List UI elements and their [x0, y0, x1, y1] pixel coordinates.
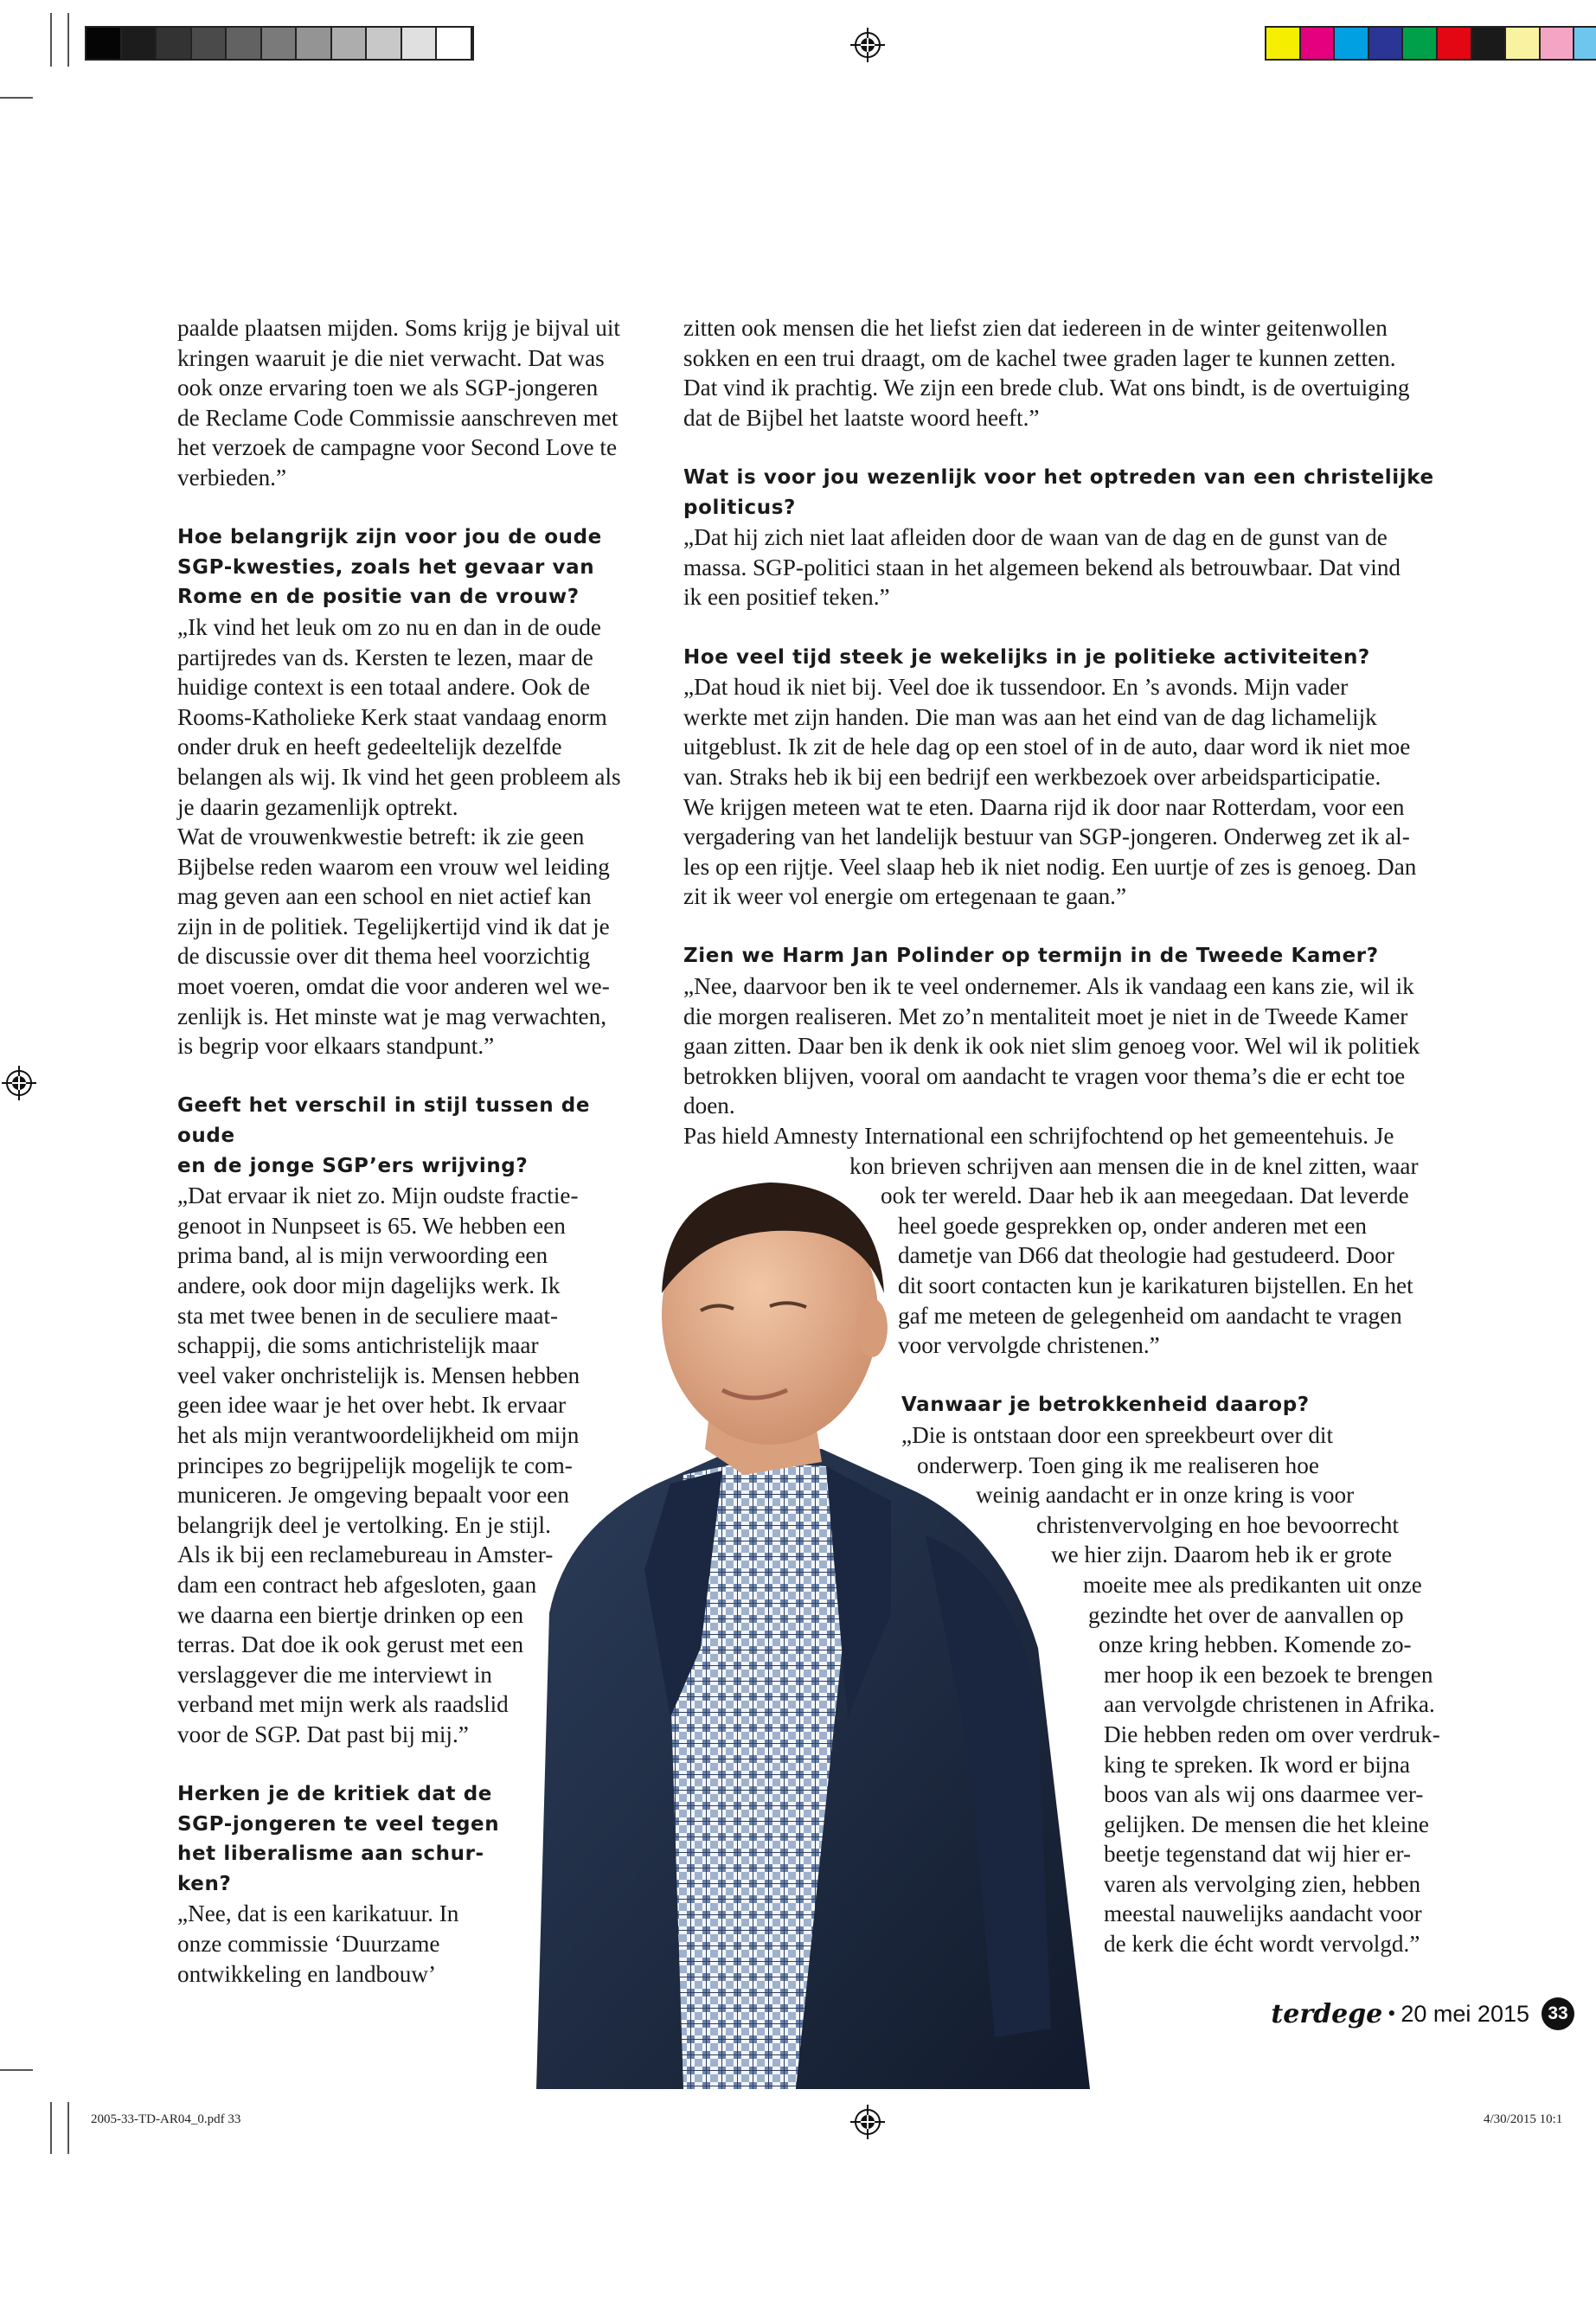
text-line: weinig aandacht er in onze kring is voor: [976, 1482, 1355, 1509]
text-line: Als ik bij een reclamebureau in Amster-: [177, 1541, 554, 1568]
body-paragraph: [683, 672, 1481, 912]
text-line: terras. Dat doe ik ook gerust met een: [177, 1631, 524, 1658]
text-line: principes zo begrijpelijk mogelijk te com-: [177, 1452, 573, 1478]
text-line: Die hebben reden om over verdruk-: [1104, 1721, 1440, 1747]
registration-mark-icon: [850, 2105, 885, 2139]
text-line: sta met twee benen in de seculiere maat-: [177, 1302, 559, 1329]
text-line: Vanwaar je betrokkenheid daarop?: [901, 1394, 1310, 1417]
text-line: gezindte het over de aanvallen op: [1088, 1601, 1404, 1628]
interview-question: [683, 463, 1481, 522]
interview-question: [683, 643, 1481, 673]
text-line: „Nee, dat is een karikatuur. In: [177, 1900, 459, 1927]
text-line: kon brieven schrijven aan mensen die in de knel zitten, waar: [849, 1152, 1419, 1179]
text-line: het verzoek de campagne voor Second Love te: [177, 434, 618, 461]
text-line: „Nee, daarvoor ben ik te veel ondernemer. Als ik vandaag een kans zie, wil ik: [683, 973, 1414, 1000]
text-line: politicus?: [683, 496, 796, 519]
text-line: geen idee waar je het over hebt. Ik ervaar: [177, 1392, 567, 1419]
text-line: onderwerp. Toen ging ik me realiseren hoe: [917, 1452, 1319, 1478]
text-line: dametje van D66 dat theologie had gestudeerd. Door: [898, 1242, 1394, 1269]
text-line: ook ter wereld. Daar heb ik aan meegedaan. Dat leverde: [881, 1183, 1409, 1209]
text-line: Zien we Harm Jan Polinder op termijn in de Tweede Kamer?: [683, 945, 1379, 968]
text-line: veel vaker onchristelijk is. Mensen hebben: [177, 1362, 580, 1388]
text-line: „Die is ontstaan door een spreekbeurt over dit: [901, 1421, 1334, 1448]
registration-mark-icon: [2, 1066, 36, 1100]
text-line: Hoe veel tijd steek je wekelijks in je politieke activiteiten?: [683, 645, 1370, 669]
color-swatch: [1541, 28, 1575, 59]
text-line: onder druk en heeft gedeeltelijk dezelfde: [177, 734, 562, 760]
text-line: Herken je de kritiek dat de: [177, 1783, 492, 1806]
text-line: gaf me meteen de gelegenheid om aandacht te vragen: [898, 1302, 1402, 1329]
text-line: de Reclame Code Commissie aanschreven met: [177, 404, 619, 431]
text-line: Dat vind ik prachtig. We zijn een brede club. Wat ons bindt, is de overtuiging: [683, 375, 1410, 401]
text-line: ken?: [177, 1872, 232, 1895]
text-line: uitgeblust. Ik zit de hele dag op een stoel of in de auto, daar word ik niet moe: [683, 734, 1411, 760]
text-line: en de jonge SGP’ers wrijving?: [177, 1154, 529, 1177]
text-line: schappij, die soms antichristelijk maar: [177, 1332, 539, 1359]
text-line: ook onze ervaring toen we als SGP-jongeren: [177, 375, 599, 401]
color-swatch: [1574, 28, 1596, 59]
text-line: aan vervolgde christenen in Afrika.: [1104, 1691, 1435, 1718]
color-swatch: [122, 28, 157, 59]
color-swatch: [1506, 28, 1541, 59]
text-line: municeren. Je omgeving bepaalt voor een: [177, 1482, 569, 1509]
body-paragraph: [177, 1181, 649, 1749]
text-line: partijredes van ds. Kersten te lezen, maar de: [177, 644, 593, 670]
text-line: christenvervolging en hoe bevoorrecht: [1036, 1511, 1399, 1538]
registration-mark-icon: [850, 28, 885, 62]
text-line: SGP-kwesties, zoals het gevaar van: [177, 555, 595, 579]
color-swatch: [1369, 28, 1404, 59]
text-line: heel goede gesprekken op, onder anderen met een: [898, 1212, 1367, 1239]
text-line: boos van als wij ons daarmee ver-: [1104, 1781, 1424, 1808]
issue-date: 20 mei 2015: [1401, 2000, 1529, 2027]
interview-question: [177, 1091, 649, 1181]
text-line: massa. SGP-politici staan in het algemeen bekend als betrouwbaar. Dat vind: [683, 554, 1401, 580]
interview-question: [177, 522, 649, 612]
text-line: het als mijn verantwoordelijkheid om mijn: [177, 1421, 580, 1448]
color-swatch: [1403, 28, 1438, 59]
color-swatch: [87, 28, 122, 59]
page-number: 33: [1542, 1997, 1574, 2030]
color-swatch: [192, 28, 228, 59]
text-line: king te spreken. Ik word er bijna: [1104, 1751, 1411, 1778]
text-line: het liberalisme aan schur-: [177, 1843, 484, 1866]
magazine-logo: terdege: [1271, 1998, 1383, 2029]
color-swatch: [297, 28, 332, 59]
text-line: We krijgen meteen wat te eten. Daarna rijd ik door naar Rotterdam, voor een: [683, 793, 1405, 820]
text-line: zijn in de politiek. Tegelijkertijd vind ik dat je: [177, 913, 610, 939]
text-line: beetje tegenstand dat wij hier er-: [1104, 1841, 1412, 1868]
color-swatch: [1335, 28, 1369, 59]
text-line: onze kring hebben. Komende zo-: [1099, 1631, 1412, 1658]
text-line: SGP-jongeren te veel tegen: [177, 1812, 500, 1836]
crop-mark: [50, 13, 52, 67]
text-line: verband met mijn werk als raadslid: [177, 1691, 509, 1718]
text-line: „Ik vind het leuk om zo nu en dan in de oude: [177, 613, 601, 640]
text-line: varen als vervolging zien, hebben: [1104, 1870, 1421, 1897]
print-slug-filename: 2005-33-TD-AR04_0.pdf 33: [91, 2112, 241, 2126]
text-line: Hoe belangrijk zijn voor jou de oude: [177, 526, 602, 549]
crop-mark: [67, 13, 69, 67]
text-line: we daarna een biertje drinken op een: [177, 1601, 524, 1628]
color-swatch: [402, 28, 438, 59]
text-line: onze commissie ‘Duurzame: [177, 1931, 440, 1958]
text-line: de kerk die écht wordt vervolgd.”: [1104, 1931, 1420, 1958]
text-line: meestal nauwelijks aandacht voor: [1104, 1900, 1422, 1927]
text-line: we hier zijn. Daarom heb ik er grote: [1051, 1541, 1393, 1568]
text-line: mer hoop ik een bezoek te brengen: [1104, 1661, 1433, 1688]
text-line: „Dat houd ik niet bij. Veel doe ik tussendoor. En ’s avonds. Mijn vader: [683, 674, 1349, 701]
text-line: is begrip voor elkaars standpunt.”: [177, 1033, 495, 1060]
article-column-right: [683, 313, 1481, 2079]
color-swatch: [1472, 28, 1507, 59]
text-line: prima band, al is mijn verwoording een: [177, 1242, 548, 1269]
body-paragraph: [683, 522, 1481, 612]
text-line: dat de Bijbel het laatste woord heeft.”: [683, 404, 1040, 431]
color-calibration-bar: [1265, 26, 1596, 61]
text-line: gaan zitten. Daar ben ik denk ik ook niet slim genoeg voor. Wel wil ik politiek: [683, 1033, 1420, 1060]
text-line: zitten ook mensen die het liefst zien dat iedereen in de winter geitenwollen: [683, 315, 1388, 341]
text-line: mag geven aan een school en niet actief kan: [177, 883, 592, 910]
footer-separator: •: [1388, 2001, 1396, 2026]
crop-mark: [0, 97, 33, 99]
text-line: dam een contract heb afgesloten, gaan: [177, 1571, 537, 1598]
text-line: les op een rijtje. Veel slaap heb ik niet nodig. Een uurtje of zes is genoeg. Dan: [683, 853, 1417, 880]
text-line: Pas hield Amnesty International een schrijfochtend op het gemeentehuis. Je: [683, 1123, 1394, 1150]
article-column-left: [177, 313, 649, 1989]
color-swatch: [367, 28, 402, 59]
body-paragraph: [177, 313, 649, 493]
text-line: Wat de vrouwenkwestie betreft: ik zie geen: [177, 824, 585, 850]
text-line: belangrijk deel je vertolking. En je stijl.: [177, 1511, 551, 1538]
text-line: voor de SGP. Dat past bij mij.”: [177, 1721, 469, 1747]
crop-mark: [0, 2069, 33, 2071]
text-line: paalde plaatsen mijden. Soms krijg je bijval uit: [177, 315, 620, 341]
text-line: je daarin gezamenlijk optrekt.: [177, 793, 458, 820]
text-line: ik een positief teken.”: [683, 584, 890, 611]
text-line: verbieden.”: [177, 464, 287, 490]
wrap-around-photo: [683, 971, 1481, 1959]
text-line: Rome en de positie van de vrouw?: [177, 586, 580, 609]
text-line: ontwikkeling en landbouw’: [177, 1960, 437, 1987]
interview-question: [177, 1779, 649, 1899]
text-line: die morgen realiseren. Met zo’n mentaliteit moet je niet in de Tweede Kamer: [683, 1003, 1408, 1029]
text-line: zenlijk is. Het minste wat je mag verwachten,: [177, 1003, 607, 1029]
text-line: genoot in Nunpseet is 65. We hebben een: [177, 1212, 566, 1239]
text-line: moet voeren, omdat die voor anderen wel we-: [177, 973, 610, 1000]
interview-question: [683, 941, 1481, 971]
text-line: betrokken blijven, vooral om aandacht te vragen voor thema’s die er echt toe: [683, 1062, 1406, 1089]
color-swatch: [332, 28, 368, 59]
text-line: de discussie over dit thema heel voorzichtig: [177, 943, 591, 970]
color-swatch: [1438, 28, 1472, 59]
text-line: doen.: [683, 1093, 735, 1119]
text-line: zit ik weer vol energie om ertegenaan te gaan.”: [683, 883, 1127, 910]
text-line: gelijken. De mensen die het kleine: [1104, 1811, 1429, 1837]
text-line: vergadering van het landelijk bestuur van SGP-jongeren. Onderweg zet ik al-: [683, 824, 1410, 850]
text-line: Geeft het verschil in stijl tussen de oude: [177, 1094, 591, 1148]
body-paragraph: [177, 612, 649, 1061]
color-swatch: [437, 28, 472, 59]
text-line: huidige context is een totaal andere. Ook de: [177, 674, 591, 701]
page-footer: [1246, 1997, 1574, 2031]
text-line: „Dat hij zich niet laat afleiden door de waan van de dag en de gunst van de: [683, 524, 1388, 551]
color-swatch: [227, 28, 262, 59]
body-paragraph: [177, 1899, 649, 1989]
text-line: sokken en een trui draagt, om de kachel twee graden lager te kunnen zetten.: [683, 344, 1396, 371]
text-line: moeite mee als predikanten uit onze: [1083, 1571, 1422, 1598]
print-slug-timestamp: 4/30/2015 10:1: [1484, 2112, 1563, 2126]
text-line: Bijbelse reden waarom een vrouw wel leiding: [177, 853, 610, 880]
text-line: andere, ook door mijn dagelijks werk. Ik: [177, 1272, 561, 1298]
text-line: voor vervolgde christenen.”: [898, 1332, 1160, 1359]
text-line: belangen als wij. Ik vind het geen probleem als: [177, 763, 621, 790]
text-line: dit soort contacten kun je karikaturen bijstellen. En het: [898, 1272, 1413, 1298]
text-line: Wat is voor jou wezenlijk voor het optreden van een christelijke: [683, 465, 1434, 489]
color-swatch: [1266, 28, 1301, 59]
color-swatch: [1301, 28, 1336, 59]
crop-mark: [67, 2102, 69, 2154]
body-paragraph: [683, 313, 1481, 433]
text-line: „Dat ervaar ik niet zo. Mijn oudste fractie-: [177, 1183, 579, 1209]
crop-mark: [50, 2102, 52, 2154]
text-line: verslaggever die me interviewt in: [177, 1661, 492, 1688]
text-line: van. Straks heb ik bij een bedrijf een werkbezoek over arbeidsparticipatie.: [683, 763, 1381, 790]
text-line: Rooms-Katholieke Kerk staat vandaag enorm: [177, 703, 607, 730]
text-line: werkte met zijn handen. Die man was aan het eind van de dag lichamelijk: [683, 703, 1377, 730]
color-swatch: [262, 28, 298, 59]
color-swatch: [157, 28, 192, 59]
grayscale-calibration-bar: [85, 26, 474, 61]
text-line: kringen waaruit je die niet verwacht. Dat was: [177, 344, 605, 371]
